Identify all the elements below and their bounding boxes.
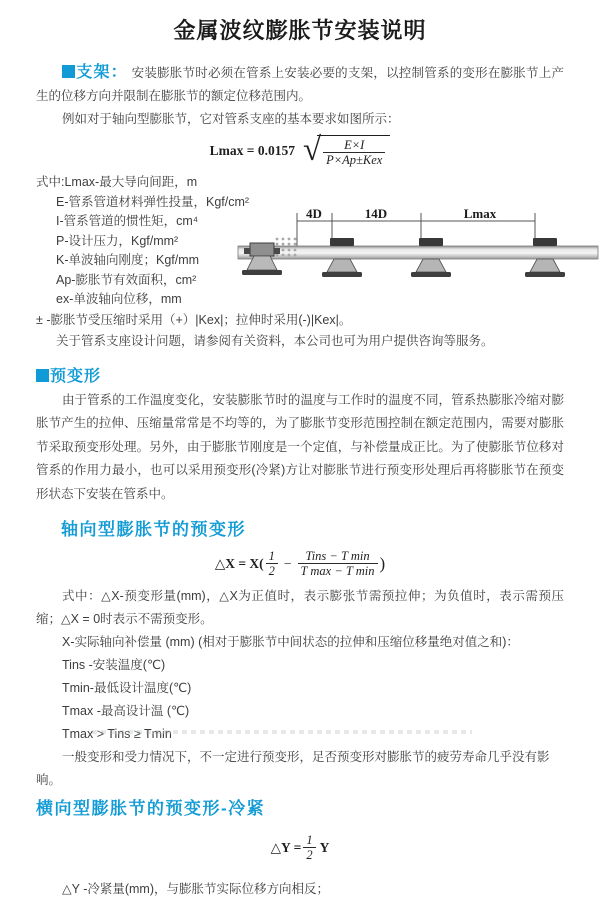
minus-operator: − [283,555,292,571]
page-title: 金属波纹膨胀节安装说明 [173,18,427,43]
lmax-formula-lhs: Lmax = 0.0157 [209,143,295,158]
axial-where-note: 式中：△X-预变形量(mm)，△X为正值时，表示膨张节需预拉伸；为负值时，表示需预压缩；△X = 0时表示不需预变形。 [36,589,564,626]
definition-line: P-设计压力，Kgf/mm² [56,233,179,248]
pipe-support-diagram [238,207,598,302]
lmax-formula [0,132,600,168]
truncated-text-line [92,730,472,734]
half-fraction [303,833,315,862]
delta-x-formula [0,549,600,578]
lmax-fraction [323,138,385,167]
transverse-y-note: △Y -冷紧量(mm)，与膨胀节实际位移方向相反； [62,882,330,896]
document-page [0,14,600,896]
definition-line: I-管系管道的惯性矩，cm⁴ [56,214,199,228]
lmax-fraction-denominator: P×Ap±Kex [326,153,383,167]
radical-sign: √ [302,132,322,168]
temperature-denominator: T max − T min [300,564,375,578]
section-marker-icon [62,65,75,78]
definition-line: E-管系管道材料弹性投量，Kgf/cm² [56,194,250,209]
axial-subheading: 轴向型膨胀节的预变形 [61,520,246,539]
axial-x-note: X-实际轴向补偿量 (mm) (相对于膨胀节中间状态的拉伸和压缩位移量绝对值之和)： [62,635,519,649]
transverse-subheading: 横向型膨胀节的预变形-冷紧 [36,799,266,818]
delta-y-lhs: △Y = [270,839,302,855]
temperature-numerator: Tins − T min [298,549,378,564]
half-denominator: 2 [268,564,275,578]
half-numerator: 1 [266,549,278,564]
temperature-relation: Tmax > Tins ≥ Tmin [62,727,172,741]
support-section-heading [62,64,128,81]
closing-paren: ) [379,553,386,573]
support-example-line: 例如对于轴向型膨胀节，它对管系支座的基本要求如图所示： [62,112,400,126]
dimension-label-14d: 14D [364,206,388,221]
pipe [238,246,598,259]
definition-line: ex-单波轴向位移，mm [56,292,182,306]
predeform-heading-label: 预变形 [50,367,102,385]
definition-line: K-单波轴向刚度；Kgf/mm [56,253,200,267]
support-intro-text: 安装膨胀节时必须在管系上安装必要的支架，以控制管系的变形在膨胀节上产生的位移方向并限制在膨胀节的额定位移范围内。 [36,66,564,103]
tins-definition: Tins -安装温度(℃) [62,658,166,672]
half-numerator: 1 [303,833,315,848]
support-intro-paragraph [36,61,564,108]
delta-y-formula [0,833,600,862]
tmax-definition: Tmax -最高设计温 (℃) [62,704,190,718]
temperature-fraction [298,549,378,578]
definition-line: Ap-膨胀节有效面积，cm² [56,272,197,287]
dimension-label-4d: 4D [306,206,322,221]
plus-minus-note: ± -膨胀节受压缩时采用（+）|Kex|；拉伸时采用(-)|Kex|。 [36,312,352,327]
definition-line: 式中:Lmax-最大导向间距，m [36,175,198,189]
section-marker-icon [36,369,49,382]
axial-general-note: 一般变形和受力情况下，不一定进行预变形，足否预变形对膨胀节的疲劳寿命几乎没有影响。 [36,750,550,787]
delta-y-rhs: Y [319,839,330,855]
tmin-definition: Tmin-最低设计温度(℃) [62,681,192,695]
half-denominator: 2 [306,848,313,862]
dimension-label-lmax: Lmax [463,206,497,221]
half-fraction [266,549,278,578]
sqrt-expression [302,132,390,168]
predeform-paragraph: 由于管系的工作温度变化，安装膨胀节时的温度与工作时的温度不同，管系热膨胀冷缩对膨胀节产生的拉伸、压缩量常常是不均等的，为了膨胀节变形范围控制在额定范围内，需要对膨胀节采取预变形处理。另外，由于膨胀节刚度是一个定值，与补偿量成正比。为了使膨胀节位移对管系的作用力最小，也可以采用预变形(冷紧)方让对膨胀节进行预变形处理后再将膨胀节在预变形状态下安装在管系中。 [36,392,564,501]
delta-x-lhs: △X = X( [214,555,264,571]
predeform-section-heading [36,363,564,386]
support-heading-label: 支架： [76,64,128,81]
sqrt-content [317,135,390,167]
consult-note: 关于管系支座设计问题，请参阅有关资料，本公司也可为用户提供咨询等服务。 [56,334,494,348]
lmax-fraction-numerator: E×I [323,138,385,153]
